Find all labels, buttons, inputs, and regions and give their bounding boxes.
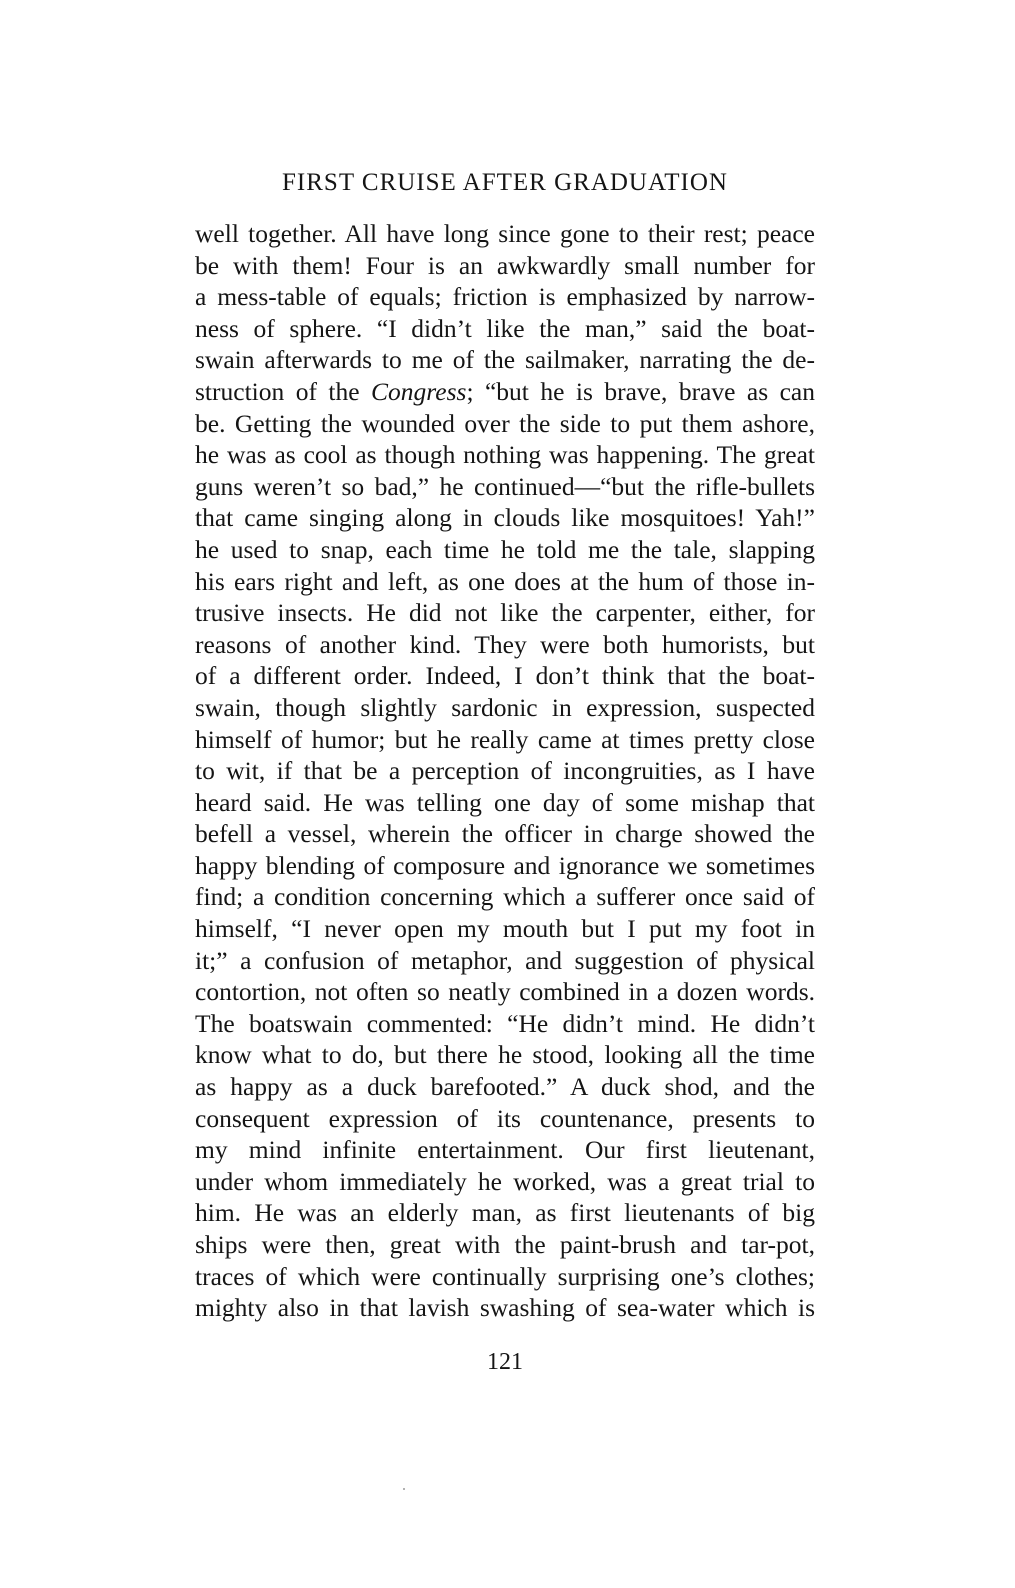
body-text <box>195 218 815 1324</box>
text-line: a mess-table of equals; friction is emphasized by narrow- <box>195 282 815 312</box>
text-line: to wit, if that be a perception of incongruities, as I have <box>195 756 815 786</box>
text-line: trusive insects. He did not like the carpenter, either, for <box>195 598 815 628</box>
text-line: mighty also in that lavish swashing of sea-water which is <box>195 1293 815 1323</box>
text-line: his ears right and left, as one does at the hum of those in- <box>195 566 815 596</box>
page-number: 121 <box>487 1349 523 1375</box>
running-head: FIRST CRUISE AFTER GRADUATION <box>282 169 728 196</box>
text-line: happy blending of composure and ignorance we sometimes <box>195 850 815 880</box>
scan-speck <box>403 1488 405 1490</box>
text-line: ships were then, great with the paint-brush and tar-pot, <box>195 1230 815 1259</box>
text-line: him. He was an elderly man, as first lieutenants of big <box>195 1198 815 1228</box>
text-line: The boatswain commented: “He didn’t mind. He didn’t <box>195 1008 815 1038</box>
text-line: as happy as a duck barefooted.” A duck shod, and the <box>195 1072 815 1102</box>
text-line: find; a condition concerning which a sufferer once said of <box>195 882 815 912</box>
text-line: swain afterwards to me of the sailmaker, narrating the de- <box>195 345 815 375</box>
text-line: it;” a confusion of metaphor, and suggestion of physical <box>195 945 815 975</box>
text-line: himself, “I never open my mouth but I put my foot in <box>195 914 815 944</box>
text-line: he used to snap, each time he told me the tale, slapping <box>195 534 815 564</box>
text-line: traces of which were continually surprising one’s clothes; <box>195 1261 815 1291</box>
text-line: himself of humor; but he really came at times pretty close <box>195 724 815 754</box>
text-line: my mind infinite entertainment. Our first lieutenant, <box>195 1135 815 1165</box>
text-line: guns weren’t so bad,” he continued—“but the rifle-bullets <box>195 471 815 501</box>
text-line: he was as cool as though nothing was happening. The great <box>195 440 815 470</box>
text-line: struction of the Congress; “but he is brave, brave as can <box>195 376 815 406</box>
text-line: heard said. He was telling one day of some mishap that <box>195 787 815 817</box>
text-line: be. Getting the wounded over the side to put them ashore, <box>195 408 815 438</box>
text-line: reasons of another kind. They were both humorists, but <box>195 629 815 659</box>
text-line: swain, though slightly sardonic in expression, suspected <box>195 692 815 722</box>
text-line: ness of sphere. “I didn’t like the man,” said the boat- <box>195 313 815 343</box>
text-line: of a different order. Indeed, I don’t think that the boat- <box>195 661 815 691</box>
text-line: under whom immediately he worked, was a great trial to <box>195 1166 815 1196</box>
text-line: befell a vessel, wherein the officer in charge showed the <box>195 819 815 849</box>
text-line: know what to do, but there he stood, looking all the time <box>195 1040 815 1070</box>
text-line: contortion, not often so neatly combined in a dozen words. <box>195 977 815 1007</box>
text-line: that came singing along in clouds like mosquitoes! Yah!” <box>195 503 815 533</box>
text-line: well together. All have long since gone to their rest; peace <box>195 219 815 248</box>
text-line: be with them! Four is an awkwardly small number for <box>195 250 815 280</box>
text-line: consequent expression of its countenance, presents to <box>195 1103 815 1133</box>
